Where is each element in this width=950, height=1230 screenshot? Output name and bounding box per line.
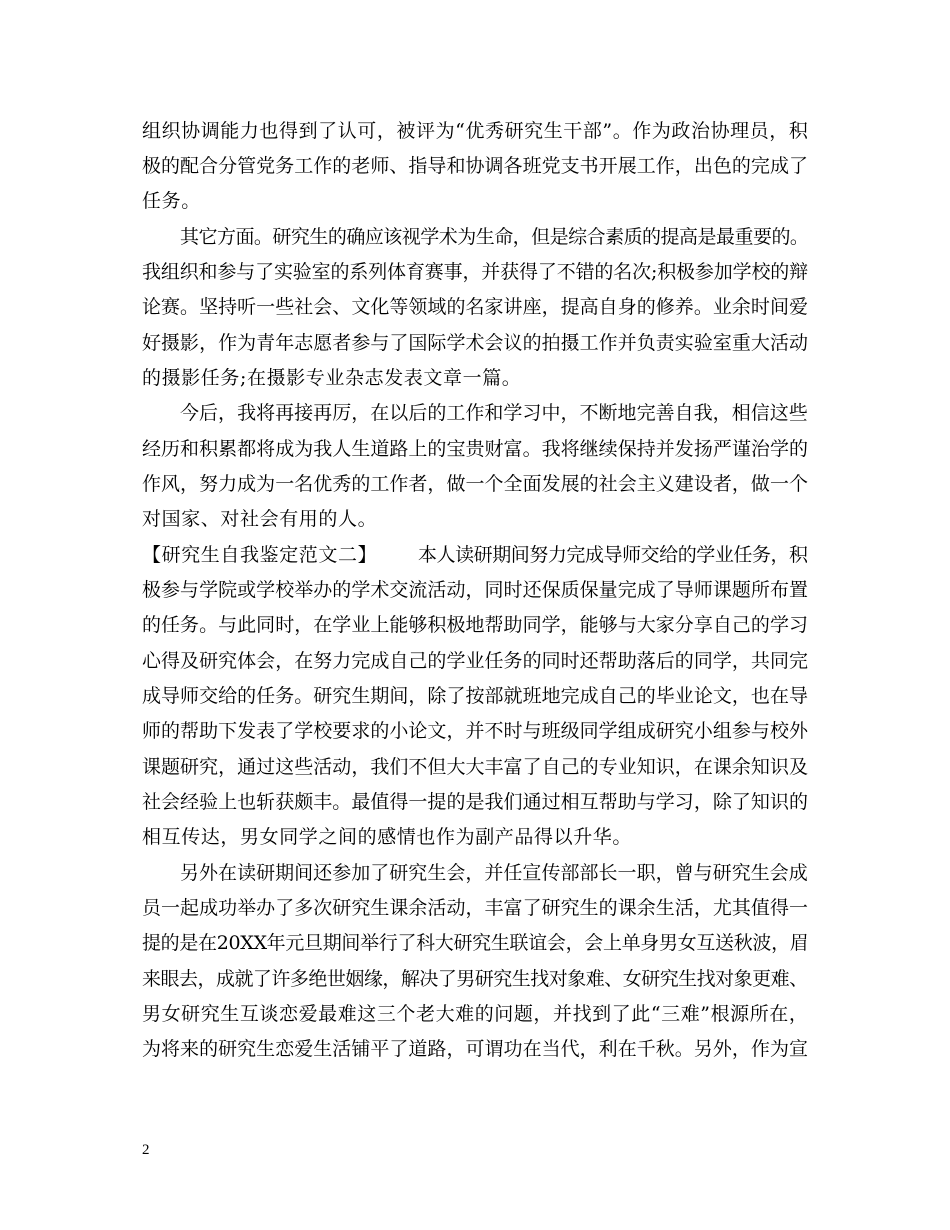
text-line: 极的配合分管党务工作的老师、指导和协调各班党支书开展工作，出色的完成了 [142,155,809,177]
text-line: 成导师交给的任务。研究生期间，除了按部就班地完成自己的毕业论文，也在导 [142,685,809,707]
text-line: 社会经验上也斩获颇丰。最值得一提的是我们通过相互帮助与学习，除了知识的 [142,791,809,813]
text-line: 提的是在20XX年元旦期间举行了科大研究生联谊会，会上单身男女互送秋波，眉 [142,932,809,954]
text-line: 的任务。与此同时，在学业上能够积极地帮助同学，能够与大家分享自己的学习 [142,614,809,636]
text-line: 作风，努力成为一名优秀的工作者，做一个全面发展的社会主义建设者，做一个 [142,473,809,495]
text-line: 相互传达，男女同学之间的感情也作为副产品得以升华。 [142,826,633,848]
section-heading: 【研究生自我鉴定范文二】 [142,544,378,566]
page-number: 2 [142,1142,150,1158]
text-line: 极参与学院或学校举办的学术交流活动，同时还保质保量完成了导师课题所布置 [142,579,809,601]
text-line: 今后，我将再接再厉，在以后的工作和学习中，不断地完善自我，相信这些 [180,402,808,424]
text-line: 师的帮助下发表了学校要求的小论文，并不时与班级同学组成研究小组参与校外 [142,720,809,742]
text-line: 心得及研究体会，在努力完成自己的学业任务的同时还帮助落后的同学，共同完 [142,650,809,672]
text-line: 为将来的研究生恋爱生活铺平了道路，可谓功在当代，利在千秋。另外，作为宣 [142,1038,809,1060]
text-line: 组织协调能力也得到了认可，被评为“优秀研究生干部”。作为政治协理员，积 [142,120,809,142]
text-line: 其它方面。研究生的确应该视学术为生命，但是综合素质的提高是最重要的。 [180,226,809,248]
text-line: 本人读研期间努力完成导师交给的学业任务，积 [418,544,808,566]
text-line: 经历和积累都将成为我人生道路上的宝贵财富。我将继续保持并发扬严谨治学的 [142,438,809,460]
text-line: 对国家、对社会有用的人。 [142,508,378,530]
text-line: 我组织和参与了实验室的系列体育赛事，并获得了不错的名次;积极参加学校的辩 [142,261,809,283]
text-line: 另外在读研期间还参加了研究生会，并任宣传部部长一职，曾与研究生会成 [180,862,808,884]
text-line: 来眼去，成就了许多绝世姻缘，解决了男研究生找对象难、女研究生找对象更难、 [142,968,808,990]
text-line: 论赛。坚持听一些社会、文化等领域的名家讲座，提高自身的修养。业余时间爱 [142,296,809,318]
text-line: 好摄影，作为青年志愿者参与了国际学术会议的拍摄工作并负责实验室重大活动 [142,332,809,354]
text-line: 任务。 [142,190,201,212]
text-line: 的摄影任务;在摄影专业杂志发表文章一篇。 [142,367,522,389]
text-line: 课题研究，通过这些活动，我们不但大大丰富了自己的专业知识，在课余知识及 [142,756,809,778]
text-line: 男女研究生互谈恋爱最难这三个老大难的问题，并找到了此“三难”根源所在， [142,1003,809,1025]
text-line: 员一起成功举办了多次研究生课余活动，丰富了研究生的课余生活，尤其值得一 [142,897,809,919]
